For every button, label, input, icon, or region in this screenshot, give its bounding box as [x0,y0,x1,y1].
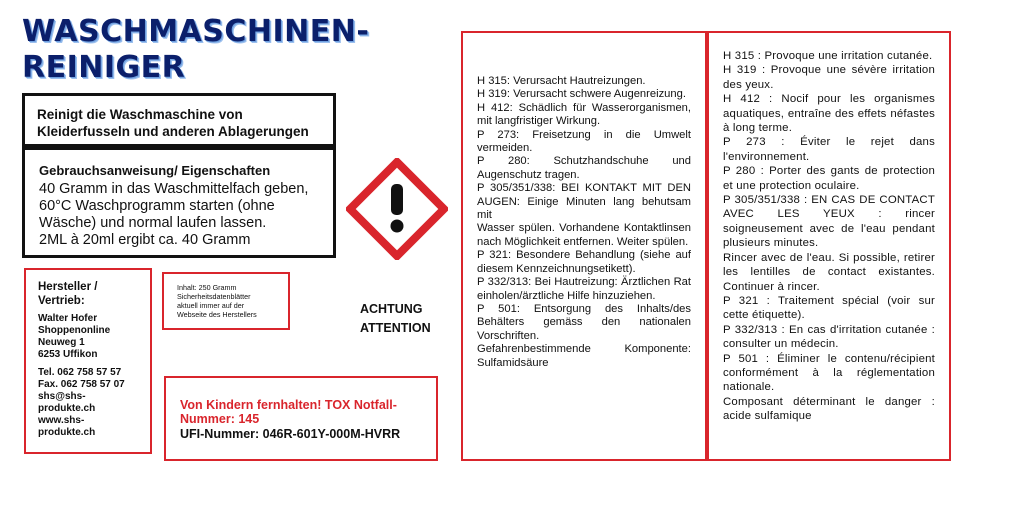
phrase-fr: P 332/313 : En cas d'irritation cutanée : consulter un médecin. [723,323,935,351]
contents-note-line: Inhalt: 250 Gramm [177,283,237,292]
ufi-number: UFI-Nummer: 046R-601Y-000M-HVRR [180,427,401,441]
signal-word-fr: ATTENTION [360,321,431,335]
manufacturer-heading [38,280,142,308]
exclamation-mark-icon [346,158,448,260]
phrase-fr: P 273 : Éviter le rejet dans l'environnement. [723,136,935,163]
phrase-de: P 280: Schutzhandschuhe und Augenschutz tragen. [477,155,691,181]
phrase-fr: H 315 : Provoque une irritation cutanée. [723,50,933,62]
intro-box [22,93,336,147]
warning-box [164,376,438,461]
manufacturer-company: Shoppenonline [38,325,111,336]
hazard-pictogram [346,158,448,260]
phrase-de: P 332/313: Bei Hautreizung: Ärztlichen Rat einholen/ärztliche Hilfe hinzuziehen. [477,276,691,302]
contents-note-box [162,272,290,330]
phrase-de: H 315: Verursacht Hautreizungen. [477,75,646,87]
product-title-line2: REINIGER [22,50,186,85]
signal-words [360,300,431,338]
contents-note-line: Sicherheitsdatenblätter [177,292,251,301]
usage-line: 40 Gramm in das Waschmittelfach geben, [39,181,309,197]
usage-line: Wäsche) und normal laufen lassen. [39,215,267,231]
phrase-fr: H 412 : Nocif pour les organismes aquatiques, entraîne des effets néfastes à long terme. [723,93,935,135]
phrase-de: P 501: Entsorgung des Inhalts/des Behälters gemäss den nationalen Vorschriften. [477,302,691,342]
phrase-fr: H 319 : Provoque une sévère irritation des yeux. [723,64,935,91]
usage-box [22,147,336,258]
intro-text: Reinigt die Waschmaschine von Kleiderfusseln und anderen Ablagerungen [37,107,309,139]
phrase-fr: P 280 : Porter des gants de protection et une protection oculaire. [723,165,935,192]
manufacturer-fax: Fax. 062 758 57 07 [38,379,125,390]
manufacturer-city: 6253 Uffikon [38,349,98,360]
phrase-de: H 412: Schädlich für Wasserorganismen, mit langfristiger Wirkung. [477,101,691,128]
manufacturer-heading-line2: Vertrieb: [38,295,85,307]
manufacturer-name: Walter Hofer [38,313,98,324]
phrase-de: P 273: Freisetzung in die Umwelt vermeiden. [477,128,691,155]
phrase-de: P 321: Besondere Behandlung (siehe auf diesem Kennzeichnungsetikett). [477,249,691,275]
phrase-fr: P 501 : Éliminer le contenu/récipient conformément à la réglementation nationale. [723,352,935,394]
phrase-fr: Rincer avec de l'eau. Si possible, retirer les lentilles de contact existantes. Continuer à rincer. [723,251,935,293]
french-phrases-box [707,31,951,461]
usage-line: 60°C Waschprogramm starten (ohne [39,198,275,214]
manufacturer-website-2: produkte.ch [38,427,96,438]
product-title-line1: WASCHMASCHINEN- [22,14,370,49]
phrase-de: H 319: Verursacht schwere Augenreizung. [477,88,686,101]
warning-line2: Nummer: 145 [180,412,260,426]
manufacturer-email-2: produkte.ch [38,403,96,414]
phrase-de: Gefahrenbestimmende Komponente: Sulfamidsäure [477,343,691,369]
manufacturer-website-1: www.shs- [38,415,85,426]
manufacturer-box [24,268,152,454]
phrase-fr: P 305/351/338 : EN CAS DE CONTACT AVEC LES YEUX : rincer soigneusement avec de l'eau pendant plusieurs minutes. [723,194,935,250]
phrase-de: Wasser spülen. Vorhandene Kontaktlinsen nach Möglichkeit entfernen. Weiter spülen. [477,222,691,248]
phrase-fr: Composant déterminant le danger : acide sulfamique [723,395,935,423]
product-title [22,14,369,86]
manufacturer-email-1: shs@shs- [38,391,86,402]
signal-word-de: ACHTUNG [360,302,423,316]
contents-note-line: Webseite des Herstellers [177,310,257,319]
usage-heading: Gebrauchsanweisung/ Eigenschaften [39,163,271,178]
manufacturer-street: Neuweg 1 [38,337,85,348]
warning-line1: Von Kindern fernhalten! TOX Notfall- [180,398,397,412]
contents-note-line: aktuell immer auf der [177,301,245,310]
manufacturer-heading-line1: Hersteller / [38,281,98,293]
phrase-fr: P 321 : Traitement spécial (voir sur cette étiquette). [723,294,935,322]
manufacturer-phone: Tel. 062 758 57 57 [38,367,122,378]
german-phrases-box [461,31,707,461]
phrase-de: P 305/351/338: BEI KONTAKT MIT DEN AUGEN: Einige Minuten lang behutsam mit [477,182,691,222]
usage-line: 2ML à 20ml ergibt ca. 40 Gramm [39,232,251,248]
